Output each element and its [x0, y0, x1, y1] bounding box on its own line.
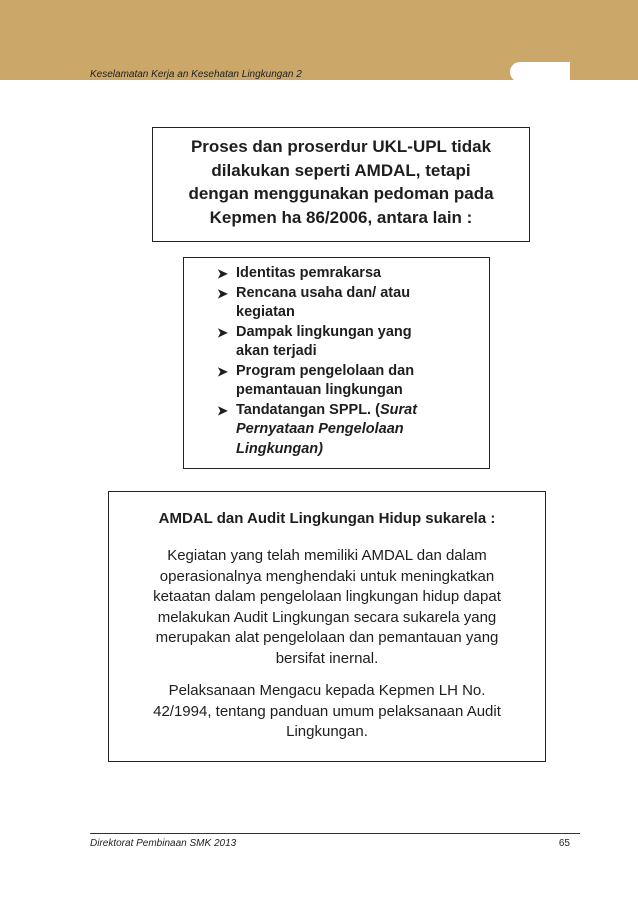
- paragraph-line: bersifat inernal.: [275, 649, 379, 667]
- list-item: [215, 323, 485, 362]
- item-text: akan terjadi: [236, 343, 317, 359]
- item-text: Tandatangan SPPL. (: [236, 401, 380, 418]
- paragraph-line: Pelaksanaan Mengacu kepada Kepmen LH No.: [168, 682, 486, 699]
- arrow-bullet-icon: ➤: [217, 285, 228, 301]
- item-text-italic: Surat: [379, 401, 418, 418]
- list-item: [215, 264, 485, 284]
- paragraph-line: Kegiatan yang telah memiliki AMDAL dan dalam: [167, 547, 487, 564]
- heading-line: dilakukan seperti AMDAL, tetapi: [211, 160, 471, 180]
- paragraph-line: operasionalnya menghendaki untuk meningkatkan: [159, 567, 495, 585]
- ukl-upl-heading: [153, 135, 529, 229]
- paragraph: [119, 546, 535, 669]
- list-item: [215, 284, 485, 323]
- header-band-curve: [510, 62, 570, 82]
- heading-line: Kepmen ha 86/2006, antara lain :: [209, 207, 473, 227]
- item-text: Rencana usaha dan/ atau: [236, 284, 411, 301]
- item-text: kegiatan: [236, 304, 295, 320]
- running-header: Keselamatan Kerja an Kesehatan Lingkungan 2: [90, 69, 302, 80]
- requirements-list: [215, 264, 485, 459]
- arrow-bullet-icon: ➤: [217, 324, 228, 340]
- paragraph-line: ketaatan dalam pengelolaan lingkungan hidup dapat: [153, 588, 501, 605]
- item-text: Identitas pemrakarsa: [236, 265, 382, 281]
- ukl-upl-box: [152, 127, 530, 242]
- paragraph: [119, 681, 535, 743]
- item-text: Dampak lingkungan yang: [236, 323, 412, 340]
- paragraph-line: Lingkungan.: [286, 723, 368, 740]
- requirements-box: [183, 257, 490, 469]
- footer-publisher: Direktorat Pembinaan SMK 2013: [90, 838, 237, 849]
- amdal-audit-box: [108, 491, 546, 762]
- paragraph-line: merupakan alat pengelolaan dan pemantauan yang: [155, 629, 499, 646]
- heading-line: dengan menggunakan pedoman pada: [188, 184, 494, 203]
- item-text-italic: Pernyataan Pengelolaan: [236, 421, 404, 437]
- footer-divider: [90, 833, 580, 834]
- item-text: Program pengelolaan dan: [236, 362, 415, 379]
- arrow-bullet-icon: ➤: [217, 363, 228, 379]
- page-number: 65: [558, 838, 570, 849]
- arrow-bullet-icon: ➤: [217, 402, 228, 418]
- list-item: [215, 401, 485, 460]
- list-item: [215, 362, 485, 401]
- heading-line: Proses dan proserdur UKL-UPL tidak: [190, 137, 492, 156]
- paragraph-line: melakukan Audit Lingkungan secara sukarela yang: [157, 608, 497, 626]
- paragraph-line: 42/1994, tentang panduan umum pelaksanaan Audit: [153, 702, 501, 720]
- item-text: pemantauan lingkungan: [236, 382, 403, 398]
- amdal-audit-heading: AMDAL dan Audit Lingkungan Hidup sukarela :: [158, 510, 496, 527]
- item-text-italic: Lingkungan): [236, 440, 323, 457]
- arrow-bullet-icon: ➤: [217, 266, 228, 281]
